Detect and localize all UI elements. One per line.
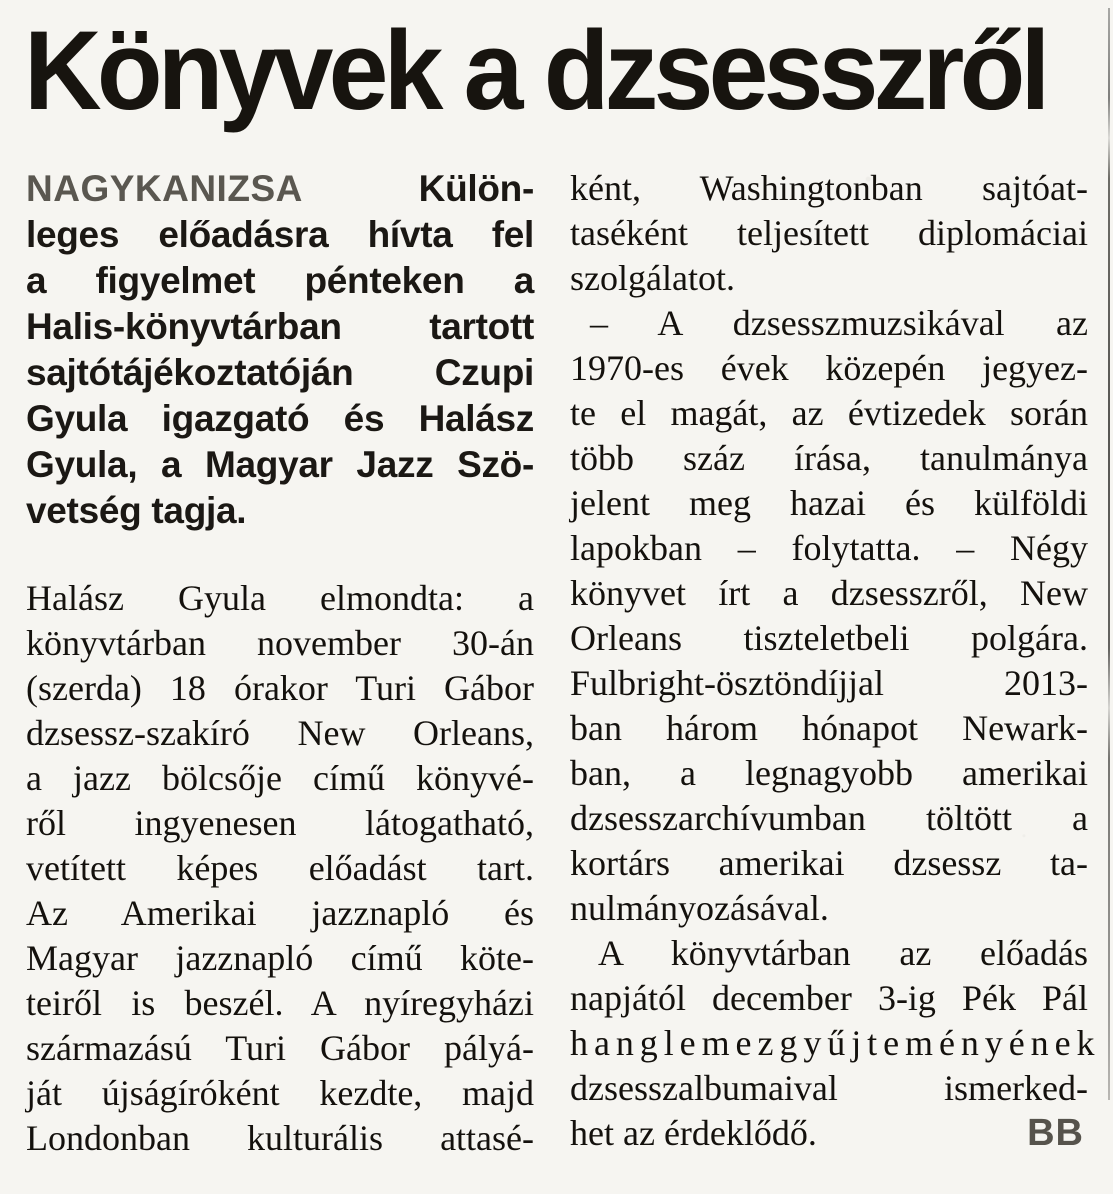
text-line: sajtótájékoztatóján Czupi [26, 352, 534, 393]
lead-lines [26, 212, 534, 534]
right-column-body [570, 166, 1101, 1156]
text-line: Fulbright-ösztöndíjjal 2013- [570, 663, 1088, 703]
text-line: a figyelmet pénteken a [26, 260, 534, 301]
text-line: könyvet írt a dzsesszről, New [570, 573, 1088, 613]
text-line: 1970-es évek közepén jegyez- [570, 348, 1088, 388]
text-line: ről ingyenesen látogatható, [26, 803, 534, 843]
closing-line-text: het az érdeklődő. [570, 1113, 817, 1153]
text-line: Londonban kulturális attasé- [26, 1118, 534, 1158]
text-line: kortárs amerikai dzsessz ta- [570, 843, 1088, 883]
text-line: ban három hónapot Newark- [570, 708, 1088, 748]
text-line: Gyula igazgató és Halász [26, 398, 534, 439]
closing-line [570, 1111, 1088, 1156]
text-line: könyvtárban november 30-án [26, 623, 534, 663]
text-line: Orleans tiszteletbeli polgára. [570, 618, 1088, 658]
left-column [26, 166, 534, 1161]
article-columns [26, 166, 1101, 1161]
text-line: A könyvtárban az előadás [598, 933, 1088, 973]
location-tag: NAGYKANIZSA [26, 168, 303, 209]
text-line: szolgálatot. [570, 258, 735, 298]
text-line: nulmányozásával. [570, 888, 829, 928]
text-line: lapokban – folytatta. – Négy [570, 528, 1088, 568]
text-line: a jazz bölcsője című könyvé- [26, 758, 534, 798]
text-line: ban, a legnagyobb amerikai [570, 753, 1088, 793]
text-line: dzsesszarchívumban töltött a [570, 798, 1088, 838]
text-line: taséként teljesített diplomáciai [570, 213, 1088, 253]
text-line: teiről is beszél. A nyíregyházi [26, 983, 534, 1023]
lead-first-line-text: Külön- [418, 168, 534, 209]
text-line: ként, Washingtonban sajtóat- [570, 168, 1088, 208]
text-line: vetített képes előadást tart. [26, 848, 534, 888]
text-line: leges előadásra hívta fel [26, 214, 534, 255]
text-line: ját újságíróként kezdte, majd [26, 1073, 534, 1113]
text-line: napjától december 3-ig Pék Pál [570, 978, 1088, 1018]
text-line: Magyar jazznapló című köte- [26, 938, 534, 978]
text-line: vetség tagja. [26, 490, 247, 531]
left-column-body [26, 576, 534, 1161]
text-line: több száz írása, tanulmánya [570, 438, 1088, 478]
lead-paragraph [26, 166, 534, 534]
text-line: dzsesszalbumaival ismerked- [570, 1068, 1088, 1108]
right-column [570, 166, 1101, 1161]
text-line: Az Amerikai jazznapló és [26, 893, 534, 933]
text-line: jelent meg hazai és külföldi [570, 483, 1088, 523]
text-line: – A dzsesszmuzsikával az [590, 303, 1088, 343]
text-line: származású Turi Gábor pályá- [26, 1028, 534, 1068]
text-line: (szerda) 18 órakor Turi Gábor [26, 668, 534, 708]
text-line: te el magát, az évtizedek során [570, 393, 1088, 433]
text-line: Halis-könyvtárban tartott [26, 306, 534, 347]
article-headline: Könyvek a dzsesszről [24, 8, 1046, 133]
lead-first-line [26, 166, 534, 212]
text-line: dzsessz-szakíró New Orleans, [26, 713, 534, 753]
page-edge-rule [1108, 8, 1110, 1100]
text-line: Halász Gyula elmondta: a [26, 578, 534, 618]
text-line: hanglemezgyűjteményének [570, 1023, 1101, 1063]
text-line: Gyula, a Magyar Jazz Szö- [26, 444, 534, 485]
right-column-lines [570, 166, 1101, 1111]
byline: BB [1027, 1112, 1084, 1154]
